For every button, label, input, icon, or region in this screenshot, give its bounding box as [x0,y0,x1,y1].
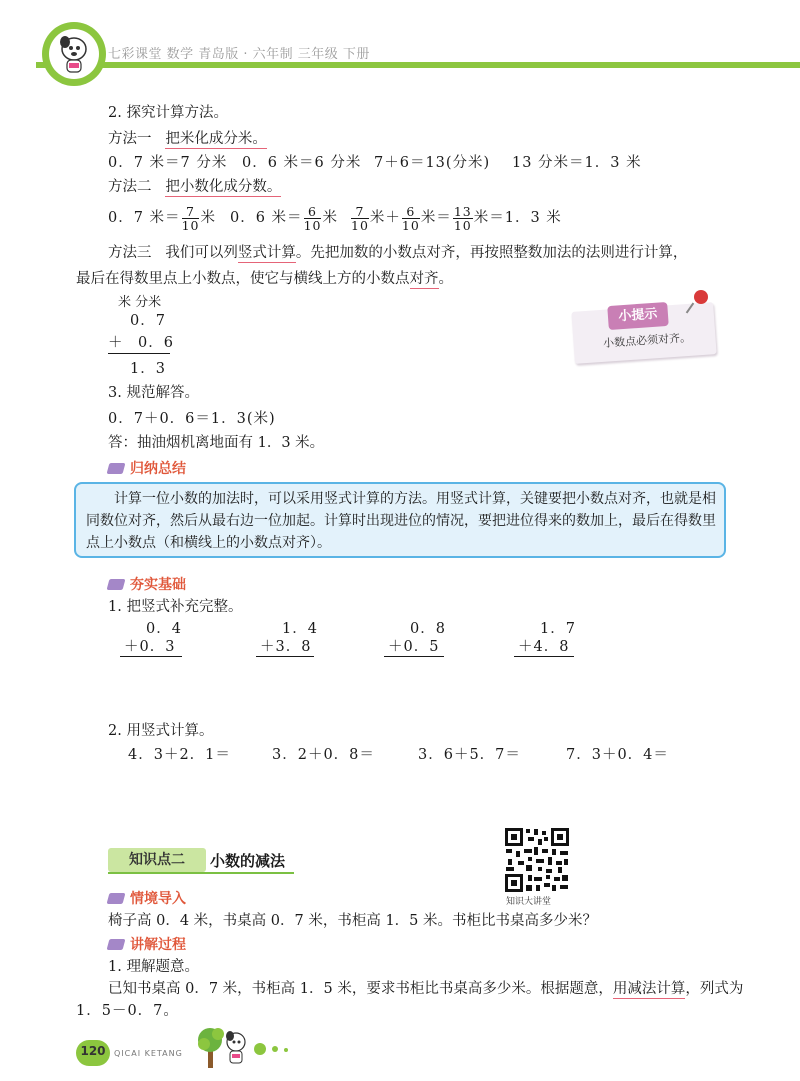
q1-item-2-bottom: ＋3．8 [260,639,312,655]
book-icon [107,463,126,474]
pushpin-icon [694,290,708,304]
numerator: 6 [304,205,322,219]
method3-text: 我们可以列 [165,245,238,261]
denominator: 10 [401,217,420,233]
section3-answer: 答：抽油烟机离地面有 1．3 米。 [108,435,325,451]
fraction [351,205,369,232]
vertical-second: 0．6 [138,335,174,351]
footer-dot-large [254,1043,266,1055]
method3-label: 方法三 [108,245,152,261]
method3-underlined: 对齐 [409,271,439,287]
explain-label: 讲解过程 [130,937,186,953]
method1-eq-d: 13 分米＝1．3 米 [512,155,642,171]
eq-text: 0．6 米＝ [230,210,303,226]
method3-line2 [76,270,453,288]
method2-eq-a [108,204,216,232]
footer-dot-small [284,1048,288,1052]
q1-item-3-top: 0．8 [410,621,446,637]
q1-item-2-line [256,656,314,657]
q2-item-4: 7．3＋0．4＝ [566,747,669,763]
denominator: 10 [453,217,472,233]
method1-eq-a: 0．7 米＝7 分米 [108,155,228,171]
method2-title: 把小数化成分数。 [165,179,282,195]
summary-label-row [108,458,186,478]
tree-mascot-icon [196,1024,256,1070]
q2-item-3: 3．6＋5．7＝ [418,747,521,763]
eq-text: 米 [200,210,216,226]
vertical-top: 0．7 [130,313,166,329]
method3-line1 [108,244,687,262]
method1-eq-b: 0．6 米＝6 分米 [242,155,362,171]
eq-text: 米 [322,210,338,226]
method2-eq-b [230,204,338,232]
q1-item-3-line [384,656,444,657]
q1-item-3-bottom: ＋0．5 [388,639,440,655]
section3-equation: 0．7＋0．6＝1．3(米) [108,411,276,427]
eq-text: 米＋ [369,210,401,226]
mascot-icon [49,29,99,79]
q1-item-4-bottom: ＋4．8 [518,639,570,655]
numerator: 6 [402,205,420,219]
q1-item-2-top: 1．4 [282,621,318,637]
page-number: 120 [80,1044,106,1058]
q1-item-1-top: 0．4 [146,621,182,637]
scenario-label-row [108,888,186,908]
fraction [453,205,473,232]
explain-step1: 1. 理解题意。 [108,959,199,975]
denominator: 10 [303,217,322,233]
q1-item-1-bottom: ＋0．3 [124,639,176,655]
book-icon [107,893,126,904]
vertical-result: 1．3 [130,361,166,377]
knowledge-label: 知识点二 [129,852,185,868]
eq-text: 米＝1．3 米 [473,210,562,226]
summary-label: 归纳总结 [130,461,186,477]
knowledge-underline [108,872,294,874]
eq-text: 米＝ [420,210,452,226]
section2-heading: 2. 探究计算方法。 [108,105,228,121]
denominator: 10 [351,217,369,233]
knowledge-title: 小数的减法 [210,852,286,870]
numerator: 7 [351,205,369,219]
explain-line1 [108,980,743,998]
q2-item-1: 4．3＋2．1＝ [128,747,231,763]
practice-label-row [108,574,186,594]
denominator: 10 [181,217,200,233]
fraction [304,205,322,232]
eq-text: 0．7 米＝ [108,210,181,226]
method1-title: 把米化成分米。 [165,131,267,147]
header-bar [36,62,800,68]
method3-text: 。先把加数的小数点对齐，再按照整数加法的法则进行计算， [295,245,688,261]
q1-item-4-top: 1．7 [540,621,576,637]
method1-line [108,130,267,148]
fraction [402,205,420,232]
explain-line2: 1．5－0．7。 [76,1003,179,1019]
footer-dot-medium [272,1046,278,1052]
scenario-text: 椅子高 0．4 米，书桌高 0．7 米，书柜高 1．5 米。书柜比书桌高多少米？ [108,913,598,929]
method2-line [108,178,281,196]
footer-brand: QICAI KETANG [114,1049,183,1058]
book-icon [107,579,126,590]
book-icon [107,939,126,950]
method1-label: 方法一 [108,131,152,147]
numerator: 7 [182,205,200,219]
explain-text: 已知书桌高 0．7 米，书柜高 1．5 米，要求书柜比书桌高多少米。根据题意， [108,981,613,997]
explain-underlined: 用减法计算 [612,981,686,997]
explain-text: ，列式为 [685,981,744,997]
practice-q1: 1. 把竖式补充完整。 [108,599,243,615]
header-title: 七彩课堂 数学 青岛版 · 六年制 三年级 下册 [108,47,370,62]
tip-text: 小数点必须对齐。 [602,330,692,351]
section3-heading: 3. 规范解答。 [108,385,199,401]
q1-item-4-line [514,656,574,657]
method2-label: 方法二 [108,179,152,195]
vertical-line [108,353,170,354]
method3-underlined: 竖式计算 [237,245,296,261]
practice-label: 夯实基础 [130,577,186,593]
scenario-label: 情境导入 [130,891,186,907]
q2-item-2: 3．2＋0．8＝ [272,747,375,763]
method3-text: 。 [438,271,453,287]
practice-q2: 2. 用竖式计算。 [108,723,214,739]
vertical-units: 米 分米 [118,295,162,310]
fraction [182,205,200,232]
method3-text: 最后在得数里点上小数点，使它与横线上方的小数点 [76,271,410,287]
method2-eq-c [350,204,562,232]
explain-label-row [108,934,186,954]
tip-title: 小提示 [607,302,669,330]
vertical-plus: ＋ [108,335,123,351]
method1-eq-c: 7＋6＝13(分米) [374,155,491,171]
summary-text: 计算一位小数的加法时，可以采用竖式计算的方法。用竖式计算，关键要把小数点对齐，也就是相同数位对齐，然后从最右边一位加起。计算时出现进位的情况，要把进位得来的数加上，最后在得数里点上小数点（和横线上的小数点对齐）。 [86,491,716,551]
qr-label: 知识大讲堂 [506,897,552,907]
qr-code-icon[interactable] [504,827,570,893]
q1-item-1-line [120,656,182,657]
numerator: 13 [453,203,472,219]
